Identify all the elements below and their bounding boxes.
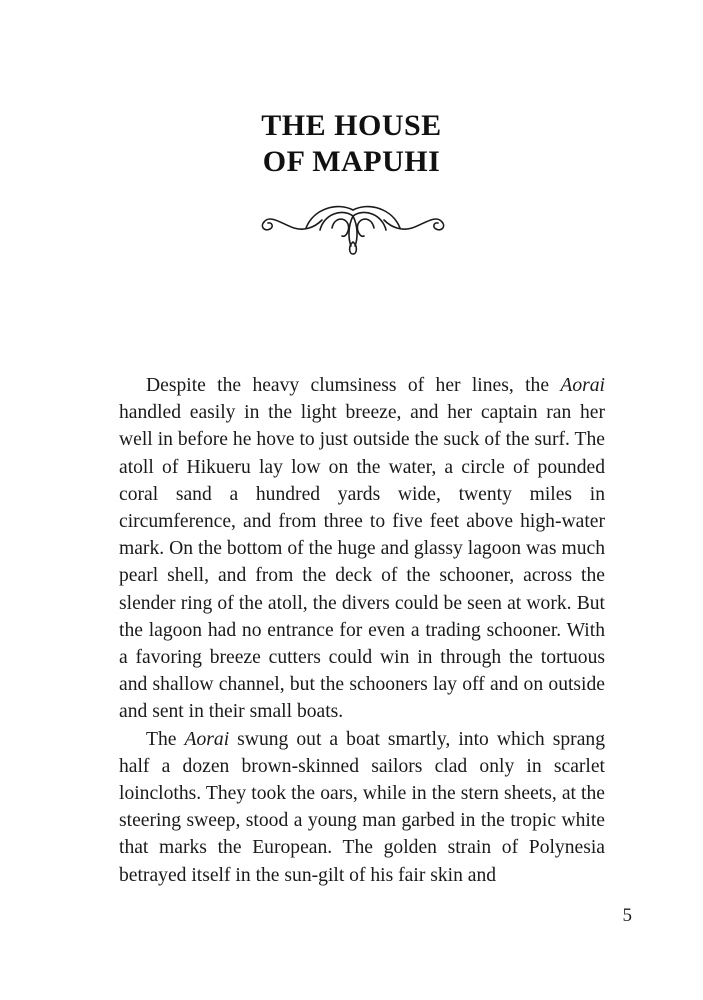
body-text [119, 372, 605, 889]
flourish-ornament-icon [258, 198, 448, 260]
chapter-title-line-1: THE HOUSE [261, 109, 442, 143]
paragraph-1 [119, 372, 605, 726]
paragraph-2 [119, 726, 605, 889]
paragraph-1-text-a: Despite the heavy clumsiness of her lines, the [146, 375, 561, 396]
chapter-title-line-2: OF MAPUHI [262, 145, 441, 179]
paragraph-2-text-b: swung out a boat smartly, into which sprang half a dozen brown-skinned sailors clad only in scarlet loincloths. They took the oars, while in the stern sheets, at the steering sweep, stood a young man garbed in the tropic white that marks the European. The golden strain of Polynesia betrayed itself in the sun-gilt of his fair skin and [119, 728, 605, 886]
ship-name-aorai: Aorai [184, 728, 230, 750]
paragraph-1-text-b: handled easily in the light breeze, and her captain ran her well in before he hove to just outside the suck of the surf. The atoll of Hikueru lay low on the water, a circle of pounded coral sand a hundred yards wide, twenty miles in circumference, and from three to five feet above high-water mark. On the bottom of the huge and glassy lagoon was much pearl shell, and from the deck of the schooner, across the slender ring of the atoll, the divers could be seen at work. But the lagoon had no entrance for even a trading schooner. With a favoring breeze cutters could win in through the tortuous and shallow channel, but the schooners lay off and on outside and sent in their small boats. [119, 402, 605, 723]
ship-name-aorai: Aorai [560, 375, 605, 396]
chapter-title [0, 108, 703, 180]
page-number: 5 [622, 905, 632, 926]
paragraph-2-text-a: The [146, 728, 185, 750]
